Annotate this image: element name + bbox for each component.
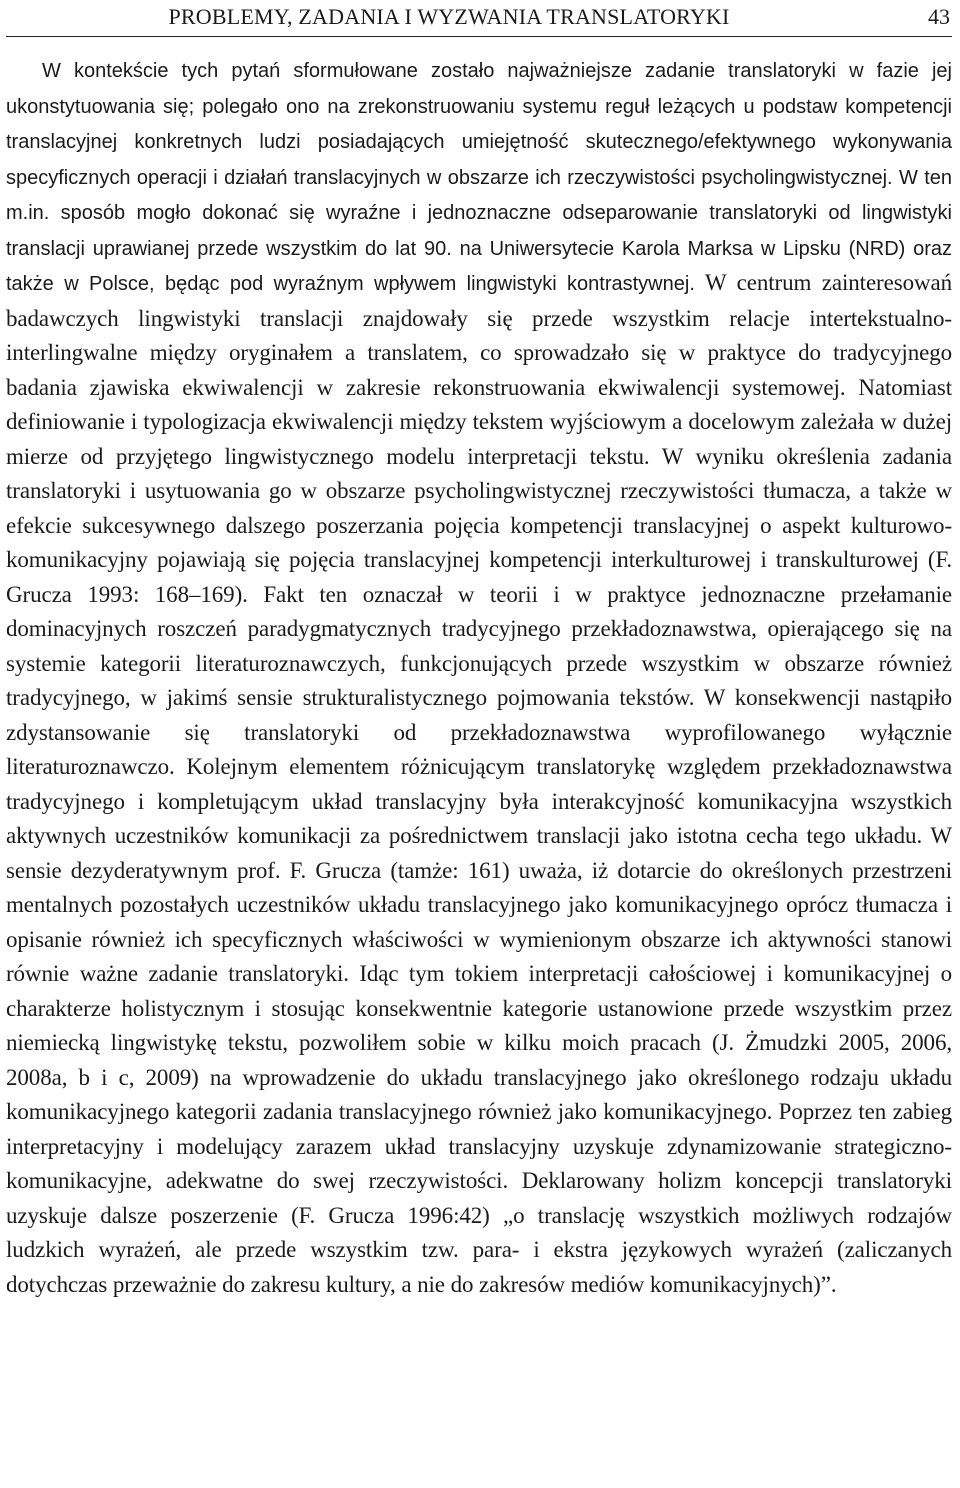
page-number: 43 [928,4,950,29]
text-segment-serif: W centrum zainteresowań badawczych lingwistyki translacji znajdowały się przede wszystkim relacje intertekstualno-interlingwalne między oryginałem a translatem, co sprowadzało się w praktyce do tradycyjnego badania zjawiska ekwiwalencji w zakresie rekonstruowania ekwiwalencji systemowej. Natomiast definiowanie i typologizacja ekwiwalencji między tekstem wyjściowym a docelowym zależała w dużej mierze od przyjętego lingwistycznego modelu interpretacji tekstu. W wyniku określenia zadania translatoryki i usytuowania go w obszarze psycholingwistycznej rzeczywistości tłumacza, a także w efekcie sukcesywnego dalszego poszerzania pojęcia kompetencji translacyjnej o aspekt kulturowo-komunikacyjny pojawiają się pojęcia translacyjnej kompetencji interkulturowej i transkulturowej (F. Grucza 1993: 168–169). Fakt ten oznaczał w teorii i w praktyce jednoznaczne przełamanie dominacyjnych roszczeń paradygmatycznych tradycyjnego przekładoznawstwa, opierającego się na systemie kategorii literaturoznawczych, funkcjonujących przede wszystkim w obszarze również tradycyjnego, w jakimś sensie strukturalistycznego pojmowania tekstów. W konsekwencji nastąpiło zdystansowanie się translatoryki od przekładoznawstwa wyprofilowanego wyłącznie literaturoznawczo. Kolejnym elementem różnicującym translatorykę względem przekładoznawstwa tradycyjnego i kompletującym układ translacyjny była interakcyjność komunikacyjna wszystkich aktywnych uczestników komunikacji za pośrednictwem translacji jako istotna cecha tego układu. W sensie dezyderatywnym prof. F. Grucza (tamże: 161) uważa, iż dotarcie do określonych przestrzeni mentalnych pozostałych uczestników układu translacyjnego jako komunikacyjnego oprócz tłumacza i opisanie również ich specyficznych właściwości w wymienionym obszarze ich aktywności stanowi równie ważne zadanie translatoryki. Idąc tym tokiem interpretacji całościowej i komunikacyjnej o charakterze holistycznym i stosując konsekwentnie kategorie ustanowione przede wszystkim przez niemiecką lingwistykę tekstu, pozwoliłem sobie w kilku moich pracach (J. Żmudzki 2005, 2006, 2008a, b i c, 2009) na wprowadzenie do układu translacyjnego jako określonego rodzaju układu komunikacyjnego kategorii zadania translacyjnego również jako komunikacyjnego. Poprzez ten zabieg interpretacyjny i modelujący zarazem układ translacyjny uzyskuje zdynamizowanie strategiczno-komunikacyjne, adekwatne do swej rzeczywistości. Deklarowany holizm koncepcji translatoryki uzyskuje dalsze poszerzenie (F. Grucza 1996:42) „o translację wszystkich możliwych rodzajów ludzkich wyrażeń, ale przede wszystkim tzw. para- i ekstra językowych wyrażeń (zaliczanych dotychczas przeważnie do zakresu kultury, a nie do zakresów mediów komunikacyjnych)”. [6,270,952,1297]
paragraph [6,53,952,1302]
running-title: PROBLEMY, ZADANIA I WYZWANIA TRANSLATORYKI [168,4,730,29]
body-text [6,53,952,1302]
running-header [6,2,952,37]
text-segment-sans: W kontekście tych pytań sformułowane zostało najważniejsze zadanie translatoryki w fazie jej ukonstytuowania się; polegało ono na zrekonstruowaniu systemu reguł leżących u podstaw kompetencji translacyjnej konkretnych ludzi posiadających umiejętność skutecznego/efektywnego wykonywania specyficznych operacji i działań translacyjnych w obszarze ich rzeczywistości psycholingwistycznej. W ten m.in. sposób mogło dokonać się wyraźne i jednoznaczne odseparowanie translatoryki od lingwistyki translacji uprawianej przede wszystkim do lat 90. na Uniwersytecie Karola Marksa w Lipsku (NRD) oraz także w Polsce, będąc pod wyraźnym wpływem lingwistyki kontrastywnej. [6,60,952,295]
